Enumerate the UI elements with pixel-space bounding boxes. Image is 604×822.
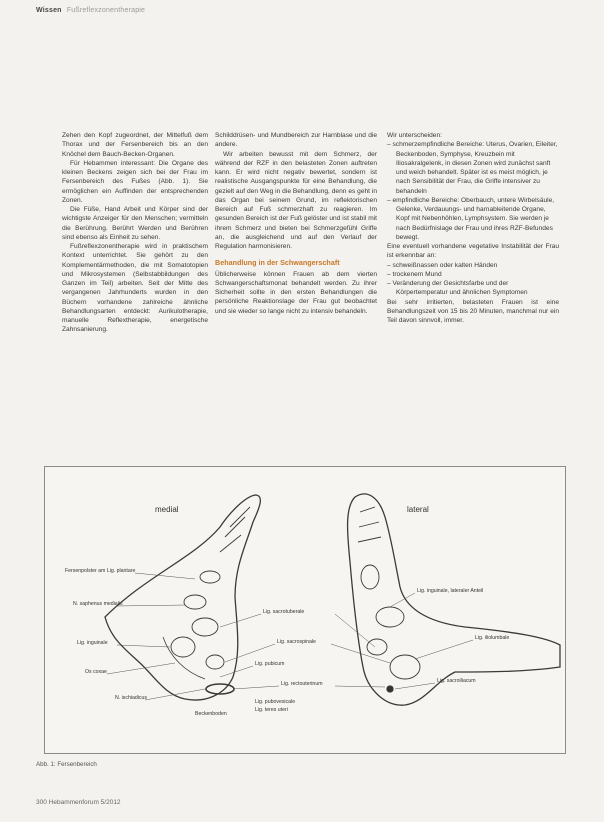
label: N. saphenus medialis (73, 601, 123, 607)
medial-labels (65, 568, 227, 717)
center-leaders (220, 614, 390, 689)
medial-leaders (107, 573, 205, 700)
paragraph: Fußreflexzonentherapie wird in praktischem Kontext unterrichtet. Sie gehört zu den Komplementärmethoden, die mit Somatotopien und Mikrosystemen (Selbstabbildungen des Ganzen im Teil) arbeiten. Seit der Mitte des vergangenen Jahrhunderts wurden in den Büchern vorhandene zahlreiche ähnliche Behandlungsarten entdeckt: Aurikulotherapie, manuelle Reflextherapie, energetische Zahnsanierung. (62, 243, 208, 334)
label: Lig. inguinale, lateraler Anteil (417, 588, 484, 594)
paragraph: Wir unterscheiden: (387, 132, 442, 139)
medial-foot-drawing (105, 495, 260, 700)
lateral-foot-drawing (348, 494, 560, 705)
center-labels (255, 609, 323, 713)
label: Lig. teres uteri (255, 707, 288, 713)
label: Lig. sacrospinale (277, 639, 316, 645)
section-subtitle: Fußreflexzonentherapie (66, 7, 146, 14)
section-label: Wissen (36, 7, 62, 14)
foot-illustration-figure (44, 466, 566, 754)
text-column-1 (62, 131, 208, 335)
paragraph: Zehen den Kopf zugeordnet, der Mittelfuß dem Thorax und der Fersenbereich bis an den Knöchel dem Bauch-Becken-Organen. (62, 132, 208, 158)
paragraph: Schilddrüsen- und Mundbereich zur Harnblase und die andere. (215, 132, 377, 149)
list-item: – schweißnassen oder kalten Händen (387, 261, 559, 270)
running-header (36, 7, 145, 14)
list-item: – schmerzempfindliche Bereiche: Uterus, Ovarien, Eileiter, Beckenboden, Symphyse, Kreuzbein mit Iliosakralgelenk, in diesen Zonen wird zunächst sanft und weich behandelt. Später ist es meist möglich, je nach Sensibilität der Frau, die Griffe intensiver zu behandeln (387, 140, 559, 196)
label: Fersenpolster am Lig. plantare (65, 568, 136, 574)
label: Lig. iliolumbale (475, 635, 510, 641)
label: Lig. inguinale (77, 640, 108, 646)
label: Beckenboden (195, 711, 227, 717)
paragraph: Die Füße, Hand Arbeit und Körper sind der wichtigste Anzeiger für den Menschen; vermitteln die Berührung. Berührt Werden und Berühren sind ebenso als Einheit zu sehen. (62, 206, 208, 241)
lateral-leaders (390, 593, 473, 689)
label: Lig. rectouterinum (281, 681, 323, 687)
label: Lig. pubicum (255, 661, 285, 667)
lateral-labels (417, 588, 509, 684)
label: Os coxae (85, 669, 107, 675)
page-footer: 300 Hebammenforum 5/2012 (36, 799, 121, 806)
foot-illustration (45, 467, 565, 753)
label: Lig. sacroiliacum (437, 678, 476, 684)
section-heading: Behandlung in der Schwangerschaft (215, 258, 340, 268)
figure-caption: Abb. 1: Fersenbereich (36, 761, 97, 768)
lateral-title: lateral (407, 505, 429, 514)
bullet-list (387, 261, 559, 298)
text-column-3 (387, 131, 559, 325)
list-item: – trockenem Mund (387, 270, 559, 279)
paragraph: Wir arbeiten bewusst mit dem Schmerz, der während der RZF in den belasteten Zonen auftreten kann. Er wird nicht negativ bewertet, sondern ist realistische Ausgangspunkte für eine Behandlung, die gezielt auf den Weg in die Behandlung, denn es geht in das Organ bei seinem Grund, im reflektorischen Bereich auf Fuß schmerzhaft zu reagieren. Im gesunden Bereich ist der Fuß gelöster und ist stabil mit ihrem Schmerz und bieten bei Schmerzgefühl Griffe an, die ausgleichend und auf den Verlauf der Regulation harmonisieren. (215, 150, 377, 250)
label: Lig. pubovesicale (255, 699, 296, 705)
list-item: – Veränderung der Gesichtsfarbe und der Körpertemperatur und ähnlichen Symptomen (387, 279, 559, 298)
paragraph: Eine eventuell vorhandene vegetative Instabilität der Frau ist erkennbar an: (387, 243, 559, 260)
list-item: – empfindliche Bereiche: Oberbauch, untere Wirbelsäule, Gelenke, Verdauungs- und harnableitende Organe, Kopf mit Nebenhöhlen, Lymphsystem. Sie werden je nach Bedürfnislage der Frau und ihres RZF-Befundes bewegt. (387, 196, 559, 242)
bullet-list (387, 140, 559, 242)
paragraph: Bei sehr irritierten, belasteten Frauen ist eine Behandlungszeit von 15 bis 20 Minuten, manchmal nur ein Teil davon sinnvoll, immer. (387, 298, 559, 324)
paragraph: Für Hebammen interessant: Die Organe des kleinen Beckens zeigen sich bei der Frau im Fersenbereich des Fußes (Abb. 1). Sie ermöglichen ein Auffinden der entsprechenden Zonen. (62, 159, 208, 204)
medial-title: medial (155, 505, 179, 514)
text-column-2 (215, 131, 377, 316)
paragraph: Üblicherweise können Frauen ab dem vierten Schwangerschaftsmonat behandelt werden. Zu ihrer Sicherheit sollte in den ersten Behandlungen die persönliche Reaktionslage der Frau gut beobachtet und sie wieder so lange nicht zu intensiv behandeln. (215, 270, 377, 315)
label: Lig. sacrotuberale (263, 609, 305, 615)
label: N. ischiadicus (115, 695, 148, 701)
